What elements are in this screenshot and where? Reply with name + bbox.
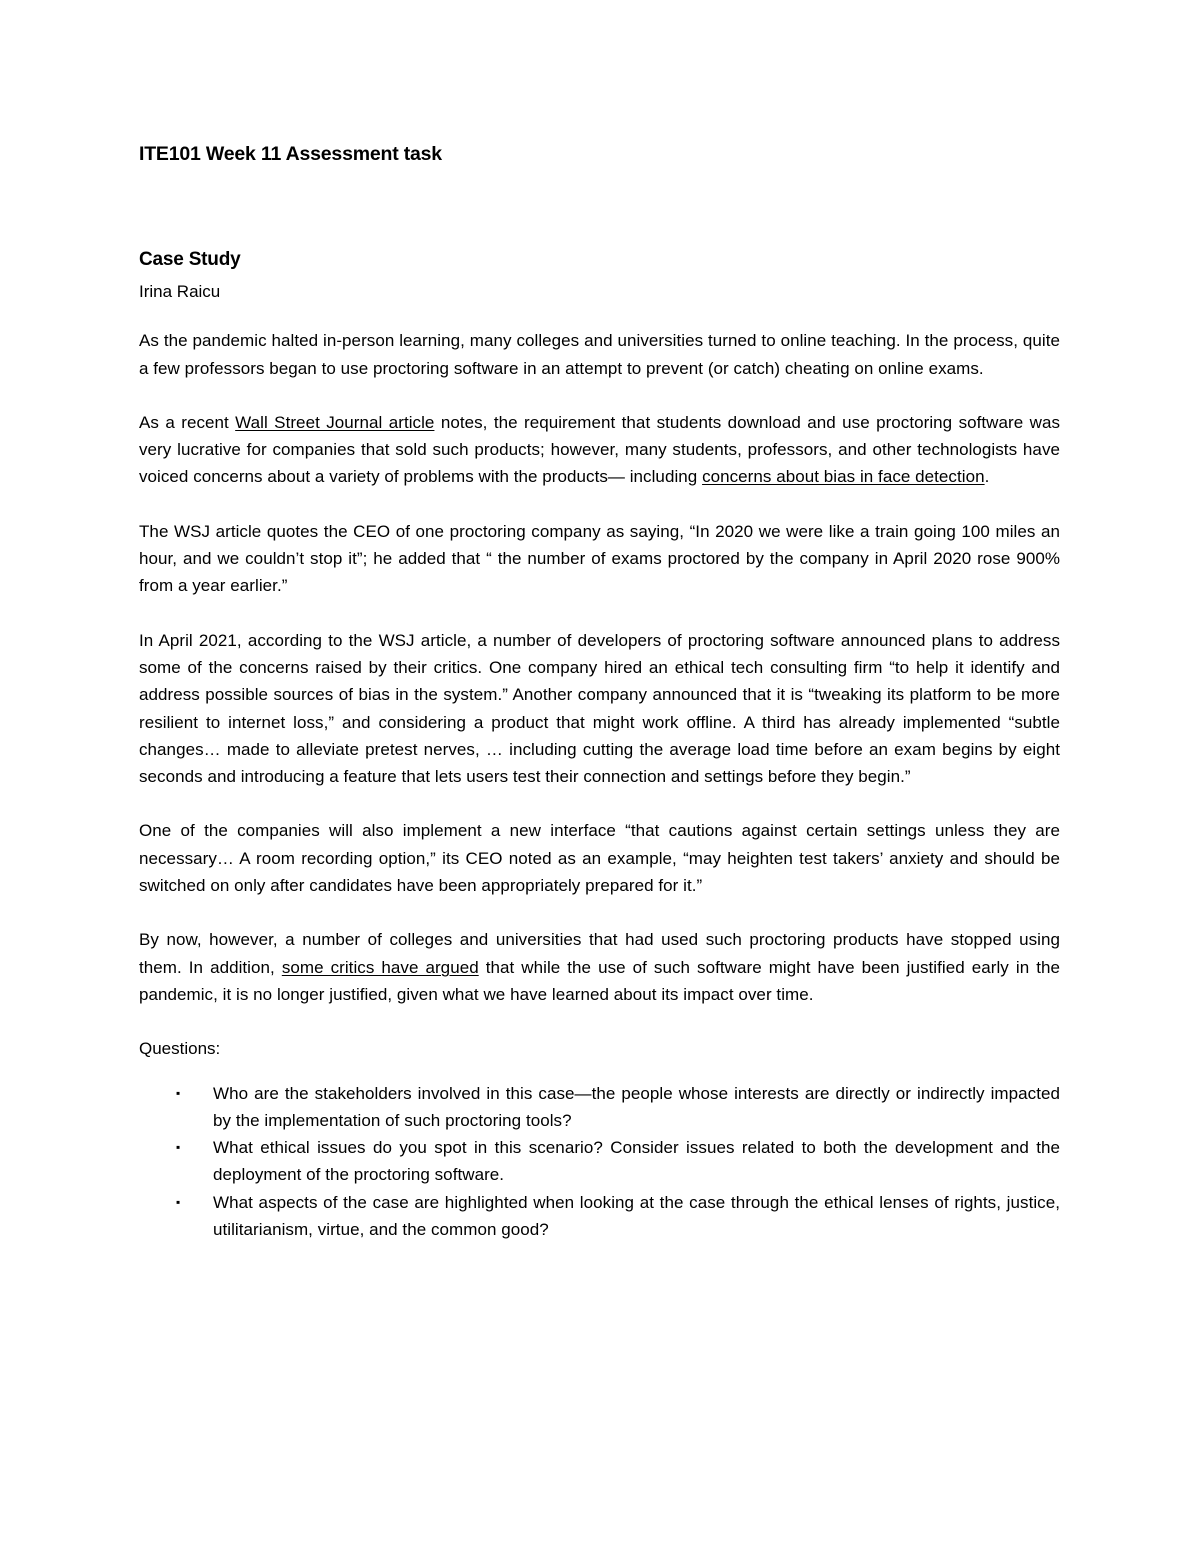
paragraph-2 — [139, 409, 1060, 491]
document-page — [139, 140, 1060, 1243]
paragraph-6 — [139, 926, 1060, 1008]
paragraph-2-text-1: As a recent — [139, 412, 236, 432]
case-study-body — [139, 327, 1060, 1008]
paragraph-6-text-2: that while the use of such software might have been justified early in the pandemic, it is no longer justified, given what we have learned about its impact over time. — [139, 957, 1060, 1004]
face-detection-bias-link[interactable]: concerns about bias in face detection — [702, 467, 985, 487]
critics-argued-link[interactable]: some critics have argued — [281, 957, 479, 977]
question-item — [139, 1189, 1060, 1244]
question-text: What ethical issues do you spot in this scenario? Consider issues related to both the development and the deployment of the proctoring software. — [213, 1138, 1060, 1185]
questions-label: Questions: — [139, 1039, 221, 1059]
wsj-article-link[interactable]: Wall Street Journal article — [235, 412, 435, 432]
question-item — [139, 1134, 1060, 1189]
section-heading: Case Study — [139, 249, 241, 270]
bullet-icon: ▪ — [176, 1085, 181, 1100]
paragraph-6-text-1: By now, however, a number of colleges and universities that had used such proctoring products have stopped using them. In addition, — [139, 930, 1060, 977]
paragraph-3: The WSJ article quotes the CEO of one proctoring company as saying, “In 2020 we were like a train going 100 miles an hour, and we couldn’t stop it”; he added that “ the number of exams proctored by the company in April 2020 rose 900% from a year earlier.” — [139, 521, 1060, 596]
paragraph-2-text-3: . — [984, 467, 990, 487]
question-item — [139, 1080, 1060, 1135]
document-title: ITE101 Week 11 Assessment task — [139, 143, 442, 165]
question-text: What aspects of the case are highlighted when looking at the case through the ethical lenses of rights, justice, utilitarianism, virtue, and the common good? — [213, 1192, 1060, 1240]
bullet-icon: ▪ — [176, 1140, 181, 1155]
paragraph-2-text-2: notes, the requirement that students download and use proctoring software was very lucrative for companies that sold such products; however, many students, professors, and other technologists have voiced concerns about a variety of problems with the products— including — [139, 412, 1060, 487]
author-name: Irina Raicu — [139, 282, 221, 301]
paragraph-4: In April 2021, according to the WSJ article, a number of developers of proctoring software announced plans to address some of the concerns raised by their critics. One company hired an ethical tech consulting firm “to help it identify and address possible sources of bias in the system.” Another company announced that it is “tweaking its platform to be more resilient to internet loss,” and considering a product that might work offline. A third has already implemented “subtle changes… made to alleviate pretest nerves, … including cutting the average load time before an exam begins by eight seconds and introducing a feature that lets users test their connection and settings before they begin.” — [139, 630, 1060, 787]
paragraph-1: As the pandemic halted in-person learning, many colleges and universities turned to online teaching. In the process, quite a few professors began to use proctoring software in an attempt to prevent (or catch) cheating on online exams. — [139, 331, 1060, 378]
bullet-icon: ▪ — [176, 1194, 181, 1209]
paragraph-5: One of the companies will also implement a new interface “that cautions against certain settings unless they are necessary… A room recording option,” its CEO noted as an example, “may heighten test takers’ anxiety and should be switched on only after candidates have been appropriately prepared for it.” — [139, 821, 1060, 896]
question-text: Who are the stakeholders involved in this case—the people whose interests are directly or indirectly impacted by the implementation of such proctoring tools? — [213, 1083, 1060, 1130]
questions-list — [139, 1080, 1060, 1244]
